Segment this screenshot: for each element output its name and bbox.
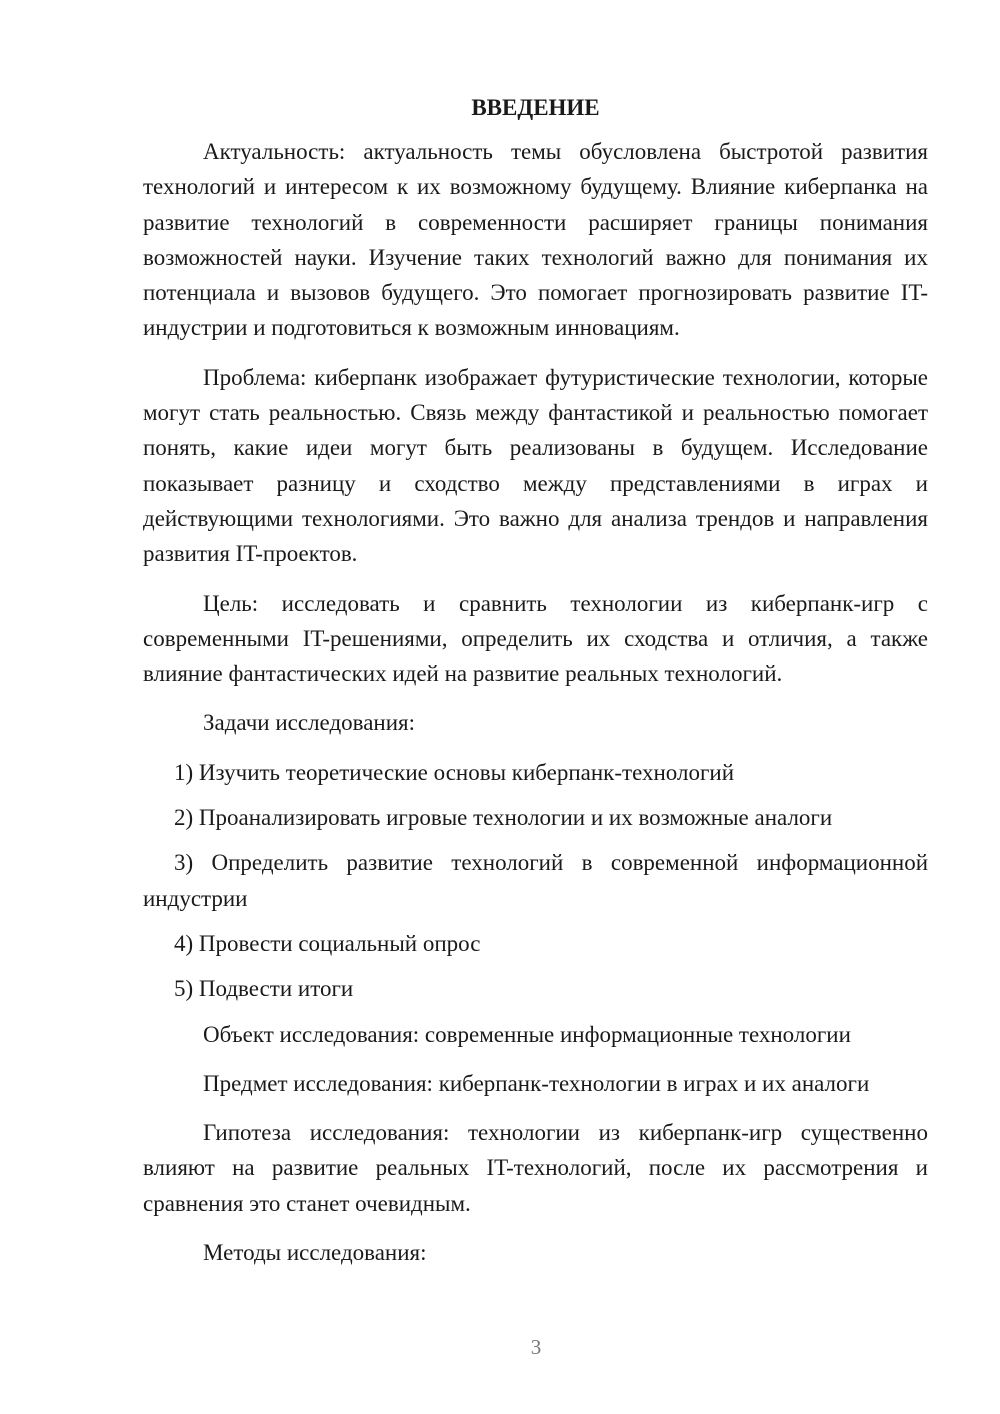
subject-paragraph: Предмет исследования: киберпанк-технологии в играх и их аналоги [203, 1070, 870, 1096]
task-item: 1) Изучить теоретические основы киберпанк-технологий [174, 759, 735, 785]
task-item: 4) Провести социальный опрос [174, 930, 481, 956]
goal-paragraph: Цель: исследовать и сравнить технологии из киберпанк-игр с современными IT-решениями, определить их сходства и отличия, а также влияние фантастических идей на развитие реальных технологий. [143, 590, 928, 687]
methods-heading: Методы исследования: [203, 1240, 427, 1266]
page-content [143, 90, 928, 1284]
task-item: 2) Проанализировать игровые технологии и их возможные аналоги [174, 805, 833, 831]
relevance-paragraph: Актуальность: актуальность темы обусловлена быстротой развития технологий и интересом к их возможному будущему. Влияние киберпанка на развитие технологий в современности расширяет границы понимания возможностей науки. Изучение таких технологий важно для понимания их потенциала и вызовов будущего. Это помогает прогнозировать развитие IT-индустрии и подготовиться к возможным инновациям. [143, 139, 928, 341]
page-number: 3 [530, 1335, 542, 1359]
task-item: 5) Подвести итоги [174, 976, 354, 1002]
tasks-heading: Задачи исследования: [203, 710, 416, 736]
section-heading: ВВЕДЕНИЕ [471, 95, 600, 120]
hypothesis-paragraph: Гипотеза исследования: технологии из киберпанк-игр существенно влияют на развитие реальных IT-технологий, после их рассмотрения и сравнения это станет очевидным. [143, 1120, 928, 1216]
problem-paragraph: Проблема: киберпанк изображает футуристические технологии, которые могут стать реальностью. Связь между фантастикой и реальностью помогает понять, какие идеи могут быть реализованы в будущем. Исследование показывает разницу и сходство между представлениями в играх и действующими технологиями. Это важно для анализа трендов и направления развития IT-проектов. [143, 364, 928, 567]
object-paragraph: Объект исследования: современные информационные технологии [203, 1021, 851, 1047]
task-item: 3) Определить развитие технологий в современной информационной индустрии [143, 850, 928, 911]
